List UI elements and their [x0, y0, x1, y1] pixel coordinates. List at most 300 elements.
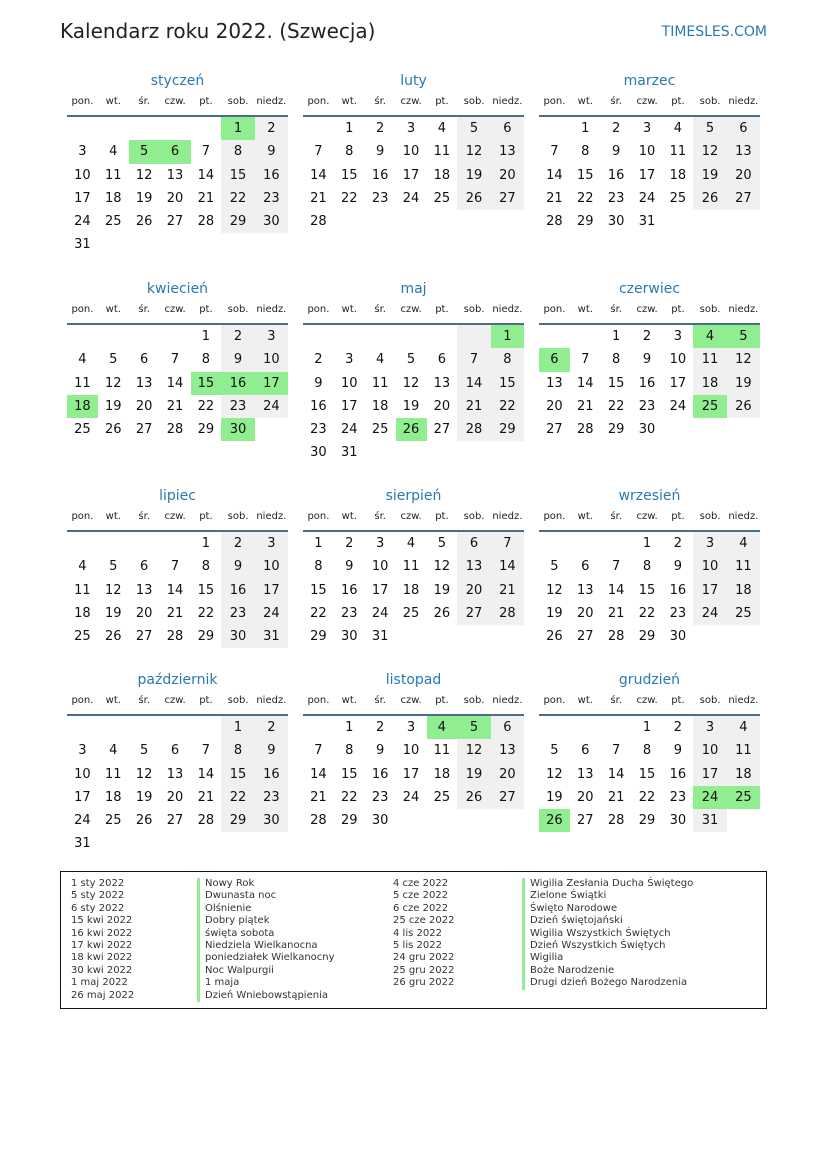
legend-holiday-name: Noc Walpurgii	[197, 965, 335, 977]
weekday-label: śr.	[374, 511, 386, 522]
week-row	[303, 395, 524, 418]
empty-day	[160, 832, 191, 855]
legend-holiday-name: Wigilia Wszystkich Świętych	[522, 928, 693, 940]
legend-date: 26 maj 2022	[71, 989, 135, 1001]
day: 29	[491, 418, 524, 441]
weekday-label: śr.	[138, 96, 150, 107]
week-row	[303, 117, 524, 140]
day: 19	[457, 763, 490, 786]
day: 6	[170, 743, 180, 759]
day: 20	[577, 789, 594, 805]
weekday-label: pon.	[543, 304, 566, 315]
day: 4	[727, 532, 760, 555]
weekday-label: czw.	[164, 511, 186, 522]
weekday-label: sob.	[463, 96, 485, 107]
day: 16	[607, 167, 625, 183]
weekday-label: pt.	[199, 96, 213, 107]
day: 9	[221, 555, 254, 578]
week-row	[539, 187, 760, 210]
legend-holiday-name: Wigilia	[522, 952, 693, 964]
day: 14	[166, 375, 184, 391]
day: 24	[402, 789, 420, 805]
weekday-label: pon.	[71, 96, 94, 107]
day: 7	[581, 352, 590, 368]
weekday-label: śr.	[610, 511, 622, 522]
legend-dates-left	[71, 878, 134, 1002]
empty-day	[663, 418, 694, 441]
holiday-day: 26	[396, 418, 427, 441]
day: 21	[166, 605, 184, 621]
day: 7	[170, 559, 180, 575]
day: 20	[166, 789, 184, 805]
day: 3	[642, 121, 652, 136]
day: 11	[105, 766, 122, 782]
week-row	[303, 809, 524, 832]
day: 15	[310, 582, 327, 598]
day: 9	[255, 140, 288, 163]
day: 14	[577, 375, 594, 391]
day: 16	[371, 766, 389, 782]
day: 9	[673, 559, 683, 575]
day: 7	[612, 743, 621, 759]
weekday-label: czw.	[400, 96, 422, 107]
day: 25	[74, 422, 91, 438]
week-row	[67, 832, 288, 855]
empty-day	[334, 325, 365, 348]
day: 12	[433, 559, 451, 575]
day: 8	[612, 352, 621, 368]
day: 12	[546, 766, 563, 782]
empty-day	[129, 716, 160, 739]
day: 23	[669, 605, 687, 621]
weekday-label: śr.	[138, 511, 150, 522]
week-row	[67, 348, 288, 371]
day: 9	[345, 559, 354, 575]
day: 13	[577, 766, 594, 782]
weekday-label: sob.	[699, 695, 721, 706]
holiday-day: 1	[491, 325, 524, 348]
day: 19	[433, 582, 451, 598]
day: 13	[727, 140, 760, 163]
month-7	[67, 487, 288, 648]
day: 20	[727, 164, 760, 187]
day: 18	[433, 167, 451, 183]
weekday-label: śr.	[610, 695, 622, 706]
week-row	[303, 602, 524, 625]
day: 28	[546, 214, 563, 230]
weekday-header	[67, 508, 288, 532]
day: 31	[341, 445, 358, 461]
day: 23	[221, 395, 254, 418]
weekday-label: pon.	[307, 511, 330, 522]
week-row	[539, 555, 760, 578]
day: 2	[345, 536, 354, 551]
day: 10	[693, 555, 726, 578]
day: 2	[314, 352, 323, 368]
day: 19	[457, 164, 490, 187]
holiday-day: 5	[457, 716, 490, 739]
day: 8	[221, 739, 254, 762]
holiday-day: 1	[221, 117, 254, 140]
empty-day	[457, 325, 490, 348]
weekday-label: pt.	[199, 511, 213, 522]
empty-day	[396, 441, 427, 464]
day: 27	[135, 422, 153, 438]
weekday-label: śr.	[610, 96, 622, 107]
day: 23	[638, 398, 656, 414]
day: 13	[166, 766, 184, 782]
legend-date: 4 lis 2022	[393, 927, 442, 939]
day: 19	[135, 789, 153, 805]
day: 23	[341, 605, 358, 621]
day: 5	[550, 559, 559, 575]
weekday-label: wt.	[105, 695, 121, 706]
day: 2	[612, 121, 621, 136]
day: 29	[638, 813, 656, 829]
week-row	[67, 763, 288, 786]
day: 3	[406, 121, 416, 136]
day: 11	[371, 375, 389, 391]
weekday-label: pt.	[671, 695, 685, 706]
day: 10	[693, 739, 726, 762]
empty-day	[255, 832, 288, 855]
week-row	[539, 763, 760, 786]
holiday-day: 4	[427, 716, 458, 739]
day: 14	[310, 766, 327, 782]
day: 11	[105, 167, 122, 183]
legend-date: 5 cze 2022	[393, 890, 449, 902]
day: 29	[577, 214, 594, 230]
month-name: maj	[400, 281, 427, 297]
day: 26	[727, 395, 760, 418]
day: 2	[673, 720, 683, 735]
legend-date: 1 sty 2022	[71, 878, 125, 889]
weekday-label: pt.	[671, 96, 685, 107]
day: 4	[406, 536, 416, 551]
empty-day	[539, 325, 570, 348]
day: 29	[197, 422, 215, 438]
day: 20	[491, 164, 524, 187]
week-row	[303, 210, 524, 233]
empty-day	[365, 210, 396, 233]
day: 4	[78, 352, 87, 368]
day: 19	[135, 190, 153, 206]
legend-holiday-name: Boże Narodzenie	[522, 965, 693, 977]
day: 4	[437, 121, 447, 136]
day: 17	[638, 167, 656, 183]
day: 22	[491, 395, 524, 418]
weekday-label: czw.	[636, 511, 658, 522]
empty-day	[365, 325, 396, 348]
empty-day	[255, 233, 288, 256]
day: 1	[314, 536, 323, 551]
day: 26	[546, 629, 563, 645]
day: 31	[371, 629, 389, 645]
day: 19	[105, 605, 122, 621]
week-row	[539, 602, 760, 625]
week-row	[67, 117, 288, 140]
day: 1	[581, 121, 590, 136]
week-row	[303, 418, 524, 441]
weekday-label: niedz.	[256, 511, 287, 522]
empty-day	[191, 233, 222, 256]
day: 24	[669, 398, 687, 414]
empty-day	[539, 532, 570, 555]
empty-day	[334, 210, 365, 233]
week-row	[303, 739, 524, 762]
month-name: lipiec	[159, 488, 196, 504]
empty-day	[570, 716, 601, 739]
day: 28	[166, 629, 184, 645]
day: 22	[607, 398, 625, 414]
day: 15	[638, 766, 656, 782]
day: 21	[577, 398, 594, 414]
day: 19	[546, 789, 563, 805]
empty-day	[191, 832, 222, 855]
day: 31	[638, 214, 656, 230]
weekday-label: sob.	[463, 304, 485, 315]
weekday-label: niedz.	[256, 96, 287, 107]
day: 11	[727, 739, 760, 762]
day: 21	[457, 395, 490, 418]
day: 9	[314, 375, 323, 391]
day: 19	[693, 164, 726, 187]
day: 17	[693, 579, 726, 602]
weekday-label: niedz.	[256, 304, 287, 315]
week-row	[303, 164, 524, 187]
weekday-label: czw.	[400, 511, 422, 522]
legend-holiday-name: Dzień Wszystkich Świętych	[522, 940, 693, 952]
weekday-header	[539, 692, 760, 716]
day: 12	[457, 140, 490, 163]
weekday-label: pt.	[435, 96, 449, 107]
empty-day	[601, 532, 632, 555]
day: 3	[255, 532, 288, 555]
legend-date: 6 cze 2022	[393, 902, 449, 914]
empty-day	[160, 117, 191, 140]
legend-date: 17 kwi 2022	[71, 939, 133, 951]
weekday-label: niedz.	[728, 511, 759, 522]
empty-day	[491, 625, 524, 648]
day: 23	[221, 602, 254, 625]
day: 24	[341, 422, 358, 438]
day: 26	[135, 214, 153, 230]
day: 6	[457, 532, 490, 555]
week-row	[67, 325, 288, 348]
empty-day	[693, 210, 726, 233]
day: 16	[221, 579, 254, 602]
day: 29	[310, 629, 327, 645]
day: 28	[577, 422, 594, 438]
month-name: październik	[137, 672, 218, 688]
day: 31	[255, 625, 288, 648]
day: 17	[255, 579, 288, 602]
month-2	[303, 72, 524, 233]
day: 23	[371, 789, 389, 805]
day: 3	[693, 716, 726, 739]
day: 27	[727, 187, 760, 210]
day: 26	[105, 422, 122, 438]
holiday-day: 24	[693, 786, 726, 809]
day: 7	[457, 348, 490, 371]
day: 22	[197, 605, 215, 621]
empty-day	[160, 233, 191, 256]
week-row	[303, 372, 524, 395]
week-row	[67, 164, 288, 187]
empty-day	[427, 325, 458, 348]
day: 11	[693, 348, 726, 371]
empty-day	[457, 441, 490, 464]
day: 5	[693, 117, 726, 140]
month-5	[303, 280, 524, 465]
empty-day	[727, 418, 760, 441]
day: 23	[255, 187, 288, 210]
empty-day	[396, 625, 427, 648]
holiday-day: 16	[221, 372, 254, 395]
weekday-label: niedz.	[492, 695, 523, 706]
week-row	[539, 418, 760, 441]
day: 11	[433, 144, 451, 160]
day: 21	[166, 398, 184, 414]
week-row	[303, 716, 524, 739]
holiday-day: 15	[191, 372, 222, 395]
day: 16	[255, 763, 288, 786]
holiday-day: 26	[539, 809, 570, 832]
empty-day	[191, 716, 222, 739]
day: 16	[310, 398, 327, 414]
day: 19	[727, 372, 760, 395]
day: 10	[638, 144, 656, 160]
weekday-label: niedz.	[256, 695, 287, 706]
day: 16	[669, 582, 687, 598]
day: 22	[638, 605, 656, 621]
week-row	[67, 187, 288, 210]
day: 14	[197, 766, 215, 782]
day: 15	[341, 766, 358, 782]
weekday-label: sob.	[227, 304, 249, 315]
week-row	[539, 786, 760, 809]
week-row	[539, 164, 760, 187]
day: 18	[693, 372, 726, 395]
weekday-label: pon.	[307, 304, 330, 315]
empty-day	[570, 532, 601, 555]
day: 13	[135, 375, 153, 391]
day: 16	[341, 582, 358, 598]
week-row	[303, 325, 524, 348]
day: 1	[221, 716, 254, 739]
weekday-label: niedz.	[492, 96, 523, 107]
weekday-label: sob.	[699, 304, 721, 315]
week-row	[539, 739, 760, 762]
day: 14	[310, 167, 327, 183]
day: 20	[135, 398, 153, 414]
week-row	[67, 532, 288, 555]
week-row	[67, 418, 288, 441]
weekday-label: pt.	[199, 304, 213, 315]
empty-day	[727, 210, 760, 233]
day: 17	[402, 167, 420, 183]
week-row	[539, 372, 760, 395]
weekday-label: wt.	[105, 96, 121, 107]
day: 28	[197, 214, 215, 230]
day: 1	[345, 720, 354, 735]
day: 6	[581, 743, 590, 759]
day: 11	[402, 559, 420, 575]
day: 26	[105, 629, 122, 645]
day: 7	[201, 743, 211, 759]
day: 13	[433, 375, 451, 391]
day: 13	[457, 555, 490, 578]
day: 25	[371, 422, 389, 438]
empty-day	[221, 832, 254, 855]
weekday-label: pt.	[435, 511, 449, 522]
week-row	[539, 325, 760, 348]
day: 14	[166, 582, 184, 598]
day: 31	[74, 237, 91, 253]
weekday-label: czw.	[400, 695, 422, 706]
empty-day	[98, 325, 129, 348]
day: 11	[433, 743, 451, 759]
brand-link[interactable]: TIMESLES.COM	[661, 24, 767, 40]
empty-day	[663, 210, 694, 233]
day: 31	[693, 809, 726, 832]
day: 10	[74, 167, 91, 183]
day: 2	[376, 720, 385, 735]
day: 24	[693, 602, 726, 625]
day: 1	[201, 536, 211, 551]
day: 5	[140, 743, 149, 759]
day: 14	[607, 582, 625, 598]
day: 21	[546, 190, 563, 206]
day: 24	[74, 214, 91, 230]
day: 12	[546, 582, 563, 598]
month-name: grudzień	[618, 672, 681, 688]
weekday-label: czw.	[164, 96, 186, 107]
day: 30	[341, 629, 358, 645]
day: 19	[105, 398, 122, 414]
day: 22	[221, 187, 254, 210]
day: 14	[607, 766, 625, 782]
day: 17	[341, 398, 358, 414]
legend-date: 25 gru 2022	[393, 964, 455, 976]
weekday-header	[303, 93, 524, 117]
week-row	[539, 716, 760, 739]
weekday-label: czw.	[636, 304, 658, 315]
weekday-label: niedz.	[492, 511, 523, 522]
holiday-day: 5	[129, 140, 160, 163]
week-row	[539, 348, 760, 371]
day: 17	[74, 789, 91, 805]
weekday-label: czw.	[400, 304, 422, 315]
week-row	[539, 579, 760, 602]
empty-day	[98, 716, 129, 739]
day: 8	[581, 144, 590, 160]
weekday-label: śr.	[374, 695, 386, 706]
day: 10	[74, 766, 91, 782]
holiday-day: 17	[255, 372, 288, 395]
day: 27	[546, 422, 563, 438]
holiday-day: 30	[221, 418, 254, 441]
week-row	[67, 555, 288, 578]
weekday-label: niedz.	[492, 304, 523, 315]
day: 17	[402, 766, 420, 782]
month-3	[539, 72, 760, 233]
day: 23	[255, 786, 288, 809]
holiday-day: 25	[727, 786, 760, 809]
day: 27	[577, 813, 594, 829]
weekday-header	[539, 301, 760, 325]
empty-day	[491, 441, 524, 464]
